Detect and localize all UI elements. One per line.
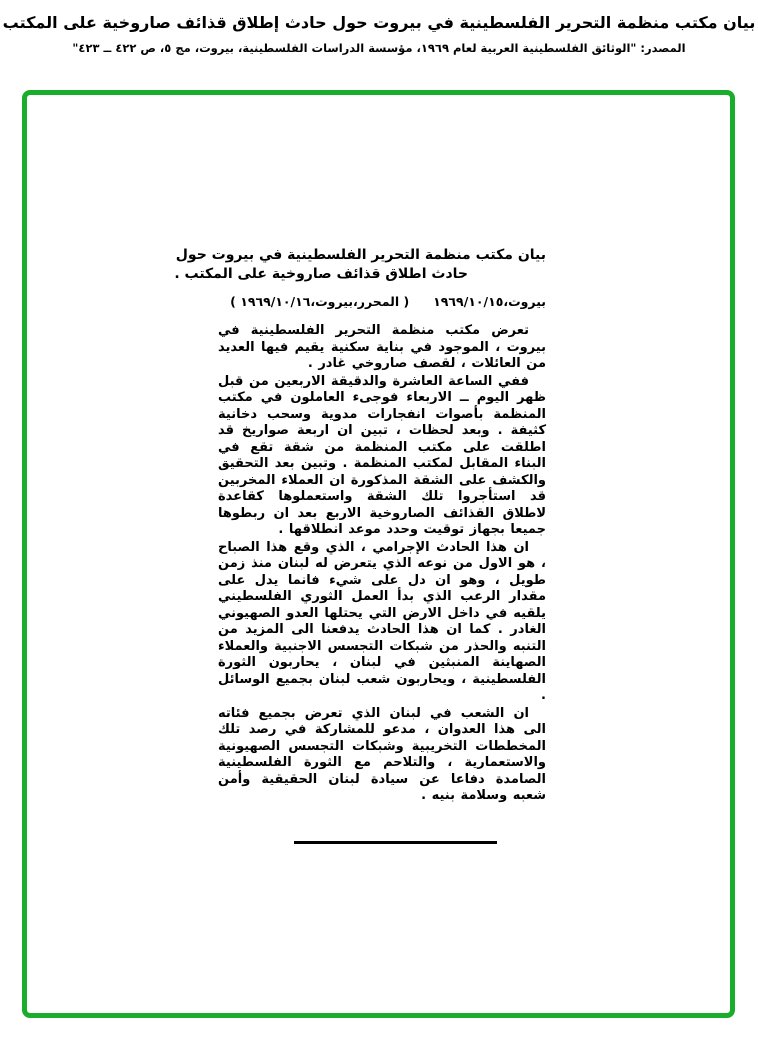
body-paragraph-4: ان الشعب في لبنان الذي تعرض بجميع فئاته الى هذا العدوان ، مدعو للمشاركة في رصد تلك المخططات التخريبية وشبكات التجسس الصهيونية والاستعمارية ، والتلاحم مع الثورة الفلسطينية الصامدة دفاعا عن سيادة لبنان الحقيقية وأمن شعبه وسلامة بنيه . xyxy=(218,705,546,803)
end-rule xyxy=(294,841,497,844)
page-title: بيان مكتب منظمة التحرير الفلسطينية في بيروت حول حادث إطلاق قذائف صاروخية على المكتب xyxy=(2,13,756,32)
page-header xyxy=(0,12,758,56)
dateline xyxy=(218,294,546,310)
body-paragraph-1: تعرض مكتب منظمة التحرير الفلسطينية في بيروت ، الموجود في بناية سكنية يقيم فيها العديد من العائلات ، لقصف صاروخي غادر . xyxy=(218,323,546,371)
document-title-line2: حادث اطلاق قذائف صاروخية على المكتب . xyxy=(174,266,468,282)
scanned-document xyxy=(174,246,546,844)
document-frame xyxy=(22,90,735,1018)
dateline-place-date: بيروت،١٩٦٩/١٠/١٥ xyxy=(433,294,546,309)
body-paragraph-2: ففي الساعة العاشرة والدقيقة الاربعين من قبل ظهر اليوم ــ الاربعاء فوجىء العاملون في مكتب المنظمة بأصوات انفجارات مدوية وسحب دخانية كثيفة . وبعد لحظات ، تبين ان اربعة صواريخ قد اطلقت على مكتب المنظمة من شقة تقع في البناء المقابل لمكتب المنظمة . وتبين بعد التحقيق والكشف على الشقة المذكورة ان العملاء المخربين قد استأجروا تلك الشقة واستعملوها كقاعدة لاطلاق القذائف الصاروخية الاربع بعد ان ربطوها جميعا بجهاز توقيت وحدد موعد انطلاقها . xyxy=(218,373,546,537)
body-paragraph-3: ان هذا الحادث الإجرامي ، الذي وقع هذا الصباح ، هو الاول من نوعه الذي يتعرض له لبنان منذ زمن طويل ، وهو ان دل على شيء فانما يدل على مقدار الرعب الذي بدأ العمل الثوري الفلسطيني يلقيه في داخل الارض التي يحتلها العدو الصهيوني الغادر . كما ان هذا الحادث يدفعنا الى المزيد من التنبه والحذر من شبكات التجسس الاجنبية والعملاء الصهاينة المنبثين في لبنان ، يحاربون الثورة الفلسطينية ، ويحاربون شعب لبنان بجميع الوسائل . xyxy=(218,539,546,703)
document-title xyxy=(174,246,546,284)
dateline-publication: ( المحرر،بيروت،١٩٦٩/١٠/١٦ ) xyxy=(230,294,410,309)
document-title-line1: بيان مكتب منظمة التحرير الفلسطينية في بيروت حول xyxy=(175,247,546,263)
source-line: المصدر: "الوثائق الفلسطينية العربية لعام ١٩٦٩، مؤسسة الدراسات الفلسطينية، بيروت، مج ٥، ص ٤٢٢ ــ ٤٢٣" xyxy=(72,41,686,55)
